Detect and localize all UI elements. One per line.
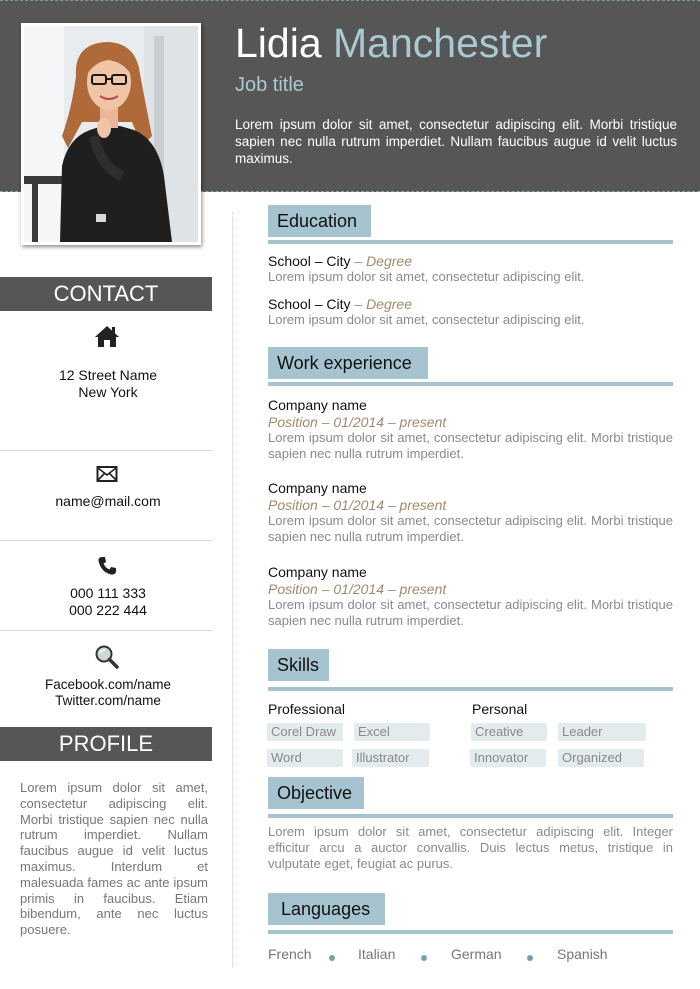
full-name [235,19,547,67]
skill-chip: Excel [354,723,430,741]
language-item: Spanish [557,946,608,962]
degree-name: Degree [366,253,412,269]
work-desc: Lorem ipsum dolor sit amet, consectetur adipiscing elit. Morbi tristique sapien nec nulla rutrum imperdiet. [268,430,673,461]
personal-label: Personal [472,701,528,717]
education-heading: Education [268,205,371,237]
company-name: Company name [268,397,367,413]
contact-heading: CONTACT [0,277,212,311]
school-name: School – City [268,253,351,269]
job-title: Job title [235,74,304,96]
position-dates: Position – 01/2014 – present [268,581,447,597]
contact-divider [0,450,213,451]
language-item: Italian [358,946,396,962]
email-text: name@mail.com [55,493,161,509]
objective-rule [268,814,673,818]
language-item: German [451,946,502,962]
degree-name: Degree [366,296,412,312]
column-divider [232,212,233,967]
education-entry-title [268,253,412,269]
education-desc: Lorem ipsum dolor sit amet, consectetur adipiscing elit. [268,312,585,327]
skill-chip: Word [267,749,343,767]
address-line1: 12 Street Name [58,367,158,383]
language-item: French [268,946,312,962]
degree-sep: – [350,296,367,312]
skill-chip: Innovator [470,749,546,767]
address-line2: New York [78,384,138,400]
skill-chip: Corel Draw [267,723,343,741]
language-dot [527,955,533,961]
language-dot [421,955,427,961]
portrait-image [24,26,198,242]
skill-chip: Organized [558,749,644,767]
phone-icon [92,555,122,583]
school-name: School – City [268,296,351,312]
home-icon [92,324,122,352]
company-name: Company name [268,564,367,580]
profile-text: Lorem ipsum dolor sit amet, consectetur adipiscing elit. Morbi tristique sapien nec nulla rutrum imperdiet. Nullam faucibus augue id velit luctus maximus. Interdum et malesuada fames ac ante ipsum primis in faucibus. Etiam bibendum, ante nec luctus posuere. [20,780,208,938]
skills-heading: Skills [268,649,329,681]
language-dot [329,955,335,961]
education-entry-title [268,296,412,312]
work-rule [268,382,673,386]
skill-chip: Leader [558,723,646,741]
position-dates: Position – 01/2014 – present [268,497,447,513]
phone-2: 000 222 444 [69,602,147,618]
work-heading: Work experience [268,347,428,379]
languages-heading: Languages [268,893,385,925]
education-desc: Lorem ipsum dolor sit amet, consectetur adipiscing elit. [268,269,585,284]
professional-label: Professional [268,701,346,717]
skill-chip: Illustrator [352,749,429,767]
work-desc: Lorem ipsum dolor sit amet, consectetur adipiscing elit. Morbi tristique sapien nec nulla rutrum imperdiet. [268,597,673,628]
company-name: Company name [268,480,367,496]
profile-photo [21,23,201,245]
objective-text: Lorem ipsum dolor sit amet, consectetur adipiscing elit. Integer efficitur arcu a auctor convallis. Duis lectus metus, tristique in vulputate eget, feugiat ac purus. [268,824,673,871]
social-link-1[interactable]: Facebook.com/name [44,677,172,692]
skill-chip: Creative [471,723,547,741]
objective-heading: Objective [268,777,364,809]
intro-text: Lorem ipsum dolor sit amet, consectetur adipiscing elit. Morbi tristique sapien nec nulla rutrum imperdiet. Nullam faucibus augue id velit luctus maximus. [235,117,677,166]
contact-divider [0,540,213,541]
contact-divider [0,630,213,631]
first-name: Lidia [235,20,322,66]
degree-sep: – [350,253,367,269]
skills-rule [268,687,673,691]
languages-rule [268,930,673,934]
social-link-2[interactable]: Twitter.com/name [55,693,161,708]
position-dates: Position – 01/2014 – present [268,414,447,430]
last-name: Manchester [333,20,548,66]
phone-1: 000 111 333 [70,585,146,601]
envelope-icon [92,465,122,493]
work-desc: Lorem ipsum dolor sit amet, consectetur adipiscing elit. Morbi tristique sapien nec nulla rutrum imperdiet. [268,513,673,544]
magnifier-icon [92,644,122,672]
education-rule [268,240,673,244]
profile-heading: PROFILE [0,727,212,761]
